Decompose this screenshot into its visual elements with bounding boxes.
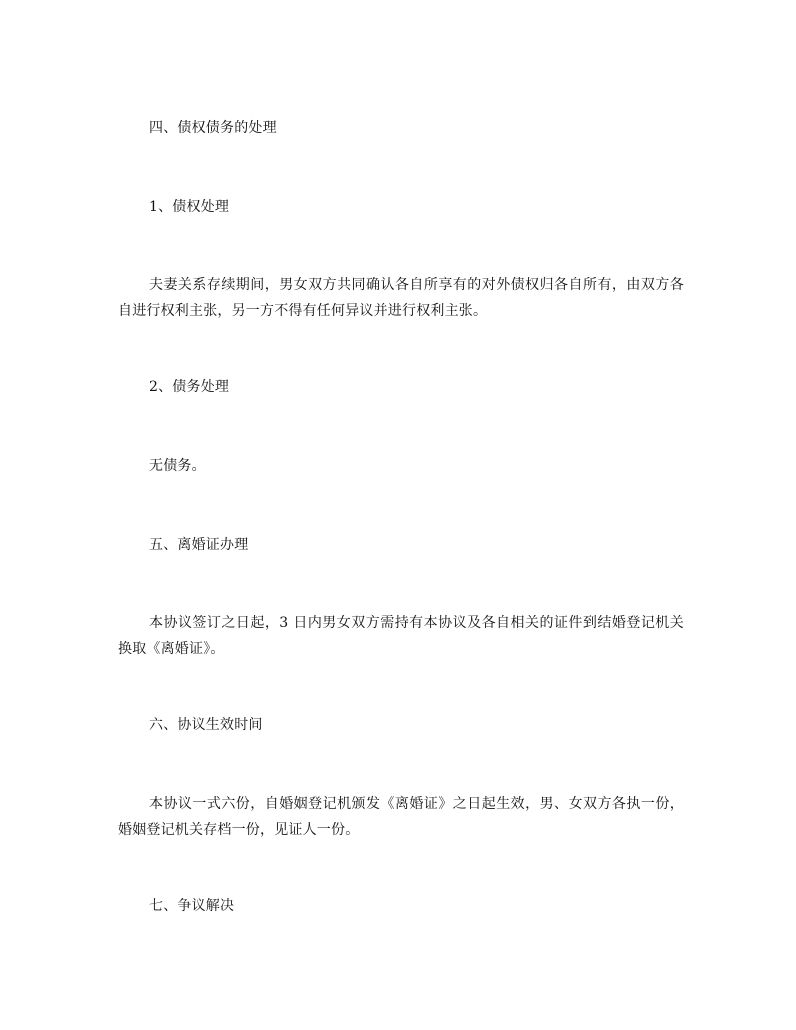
paragraph-divorce-certificate: 本协议签订之日起，3 日内男女双方需持有本协议及各自相关的证件到结婚登记机关换取《离婚证》。	[118, 615, 684, 657]
paragraph-no-debts: 无债务。	[149, 458, 206, 474]
section-heading-debts: 四、债权债务的处理	[149, 120, 277, 136]
paragraph-claims: 夫妻关系存续期间，男女双方共同确认各自所享有的对外债权归各自所有，由双方各自进行权利主张，另一方不得有任何异议并进行权利主张。	[118, 277, 684, 319]
item-heading-debts: 2、债务处理	[149, 379, 230, 395]
section-heading-divorce-certificate: 五、离婚证办理	[149, 537, 249, 553]
section-heading-dispute-resolution: 七、争议解决	[149, 898, 235, 914]
item-heading-claims: 1、债权处理	[149, 199, 230, 215]
section-heading-effective-date: 六、协议生效时间	[149, 717, 263, 733]
paragraph-effective-date: 本协议一式六份，自婚姻登记机颁发《离婚证》之日起生效，男、女双方各执一份，婚姻登记机关存档一份，见证人一份。	[118, 796, 684, 838]
